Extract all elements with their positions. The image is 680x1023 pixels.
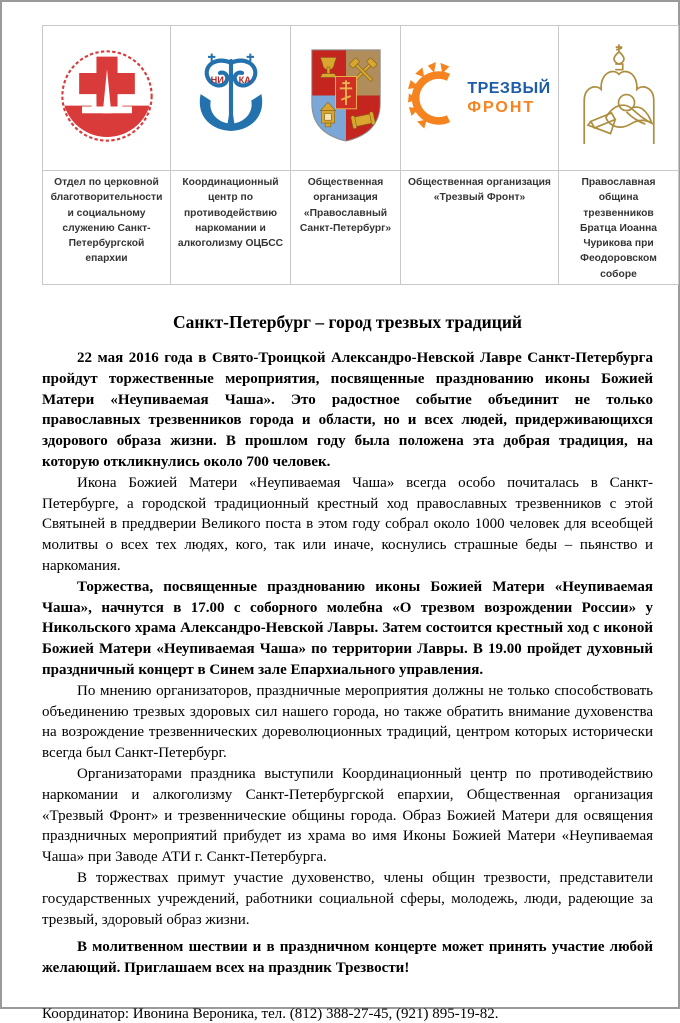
church-dove-book-icon bbox=[572, 44, 666, 148]
logo-cell-pravoslavny-spb bbox=[291, 26, 401, 171]
sun-rays-icon bbox=[408, 62, 462, 134]
logos-row bbox=[43, 26, 679, 171]
paragraph-schedule: Торжества, посвященные празднованию иконы Божией Матери «Неупиваемая Чаша», начнутся в 17.00 с соборного молебна «О трезвом возрождении России» у Никольского храма Александро-Невской Лавры. Затем состоится крестный ход с иконой Божией Матери «Неупиваемая Чаша» по территории Лавры. В 19.00 пройдет духовный праздничный концерт в Синем зале Епархиального управления. bbox=[42, 578, 653, 679]
sober-front-word-top: ТРЕЗВЫЙ bbox=[467, 80, 551, 97]
org-caption-sober-front: Общественная организация «Трезвый Фронт» bbox=[401, 171, 559, 285]
org-caption-eparchy: Отдел по церковной благотворительности и социальному служению Санкт-Петербургской епархии bbox=[43, 171, 171, 285]
sober-front-wordmark bbox=[467, 79, 550, 117]
paragraph-icon-history: Икона Божией Матери «Неупиваемая Чаша» всегда особо почиталась в Санкт-Петербурге, а городской традиционный крестный ход православных трезвенников с этой Святыней в преддверии Великого поста в этом году собрал около 1000 человек для всеобщей молитвы о всех тех людях, кого, так или иначе, коснулись страшные беды – пьянство и наркомания. bbox=[42, 474, 653, 575]
anchor-monogram-right: КА bbox=[238, 74, 251, 85]
orthodox-shield-icon bbox=[308, 46, 384, 145]
paragraph-announcement: 22 мая 2016 года в Свято-Троицкой Александро-Невской Лавре Санкт-Петербурга пройдут торжественные мероприятия, посвященные празднованию иконы Божией Матери «Неупиваемая Чаша». Это радостное событие объединит не только православных трезвенников города и области, но и всех людей, придерживающихся здорового образа жизни. В прошлом году была положена эта добрая традиция, на которую откликнулись около 700 человек. bbox=[42, 350, 653, 471]
paragraph-organizers: Организаторами праздника выступили Координационный центр по противодействию наркомании и алкоголизму Санкт-Петербургской епархии, Общественная организация «Трезвый Фронт» и трезвеннические общины города. Образ Божией Матери для освящения праздничных мероприятий прибудет из храма во имя Иконы Божией Матери «Неупиваемая Чаша» при Заводе АТИ г. Санкт-Петербурга. bbox=[42, 766, 653, 866]
page-title: Санкт-Петербург – город трезвых традиций bbox=[173, 312, 522, 333]
coordinator-contact: Координатор: Ивонина Вероника, тел. (812) 388-27-45, (921) 895-19-82. bbox=[42, 1005, 499, 1022]
red-cross-fortress-icon bbox=[59, 48, 155, 144]
logo-cell-coordination-center bbox=[171, 26, 291, 171]
logo-cell-eparchy bbox=[43, 26, 171, 171]
anchor-monogram-left: НИ bbox=[210, 74, 224, 85]
nika-anchor-icon bbox=[185, 50, 277, 142]
organizations-table bbox=[42, 25, 679, 285]
captions-row bbox=[43, 171, 679, 285]
document-body bbox=[42, 348, 653, 979]
org-caption-churikov-community: Православная община трезвенников Братца Иоанна Чурикова при Феодоровском соборе bbox=[559, 171, 679, 285]
paragraph-invitation: В молитвенном шествии и в праздничном концерте может принять участие любой желающий. Приглашаем всех на праздник Трезвости! bbox=[42, 939, 653, 977]
logo-cell-churikov-community bbox=[559, 26, 679, 171]
paragraph-organizers-aim: По мнению организаторов, праздничные мероприятия должны не только способствовать объединению трезвых здоровых сил нашего города, но также обратить внимание духовенства на возрождение трезвеннических дореволюционных традиций, центром которых исторически всегда был Санкт-Петербург. bbox=[42, 682, 653, 762]
paragraph-participants: В торжествах примут участие духовенство, члены общин трезвости, представители государственных учреждений, работники социальной сферы, молодежь, люди, радеющие за трезвый, здоровый образ жизни. bbox=[42, 870, 653, 928]
org-caption-pravoslavny-spb: Общественная организация «Православный Санкт-Петербург» bbox=[291, 171, 401, 285]
sober-front-word-bottom: ФРОНТ bbox=[467, 99, 536, 116]
org-caption-coordination-center: Координационный центр по противодействию наркомании и алкоголизму ОЦБСС bbox=[171, 171, 291, 285]
logo-cell-sober-front bbox=[401, 26, 559, 171]
